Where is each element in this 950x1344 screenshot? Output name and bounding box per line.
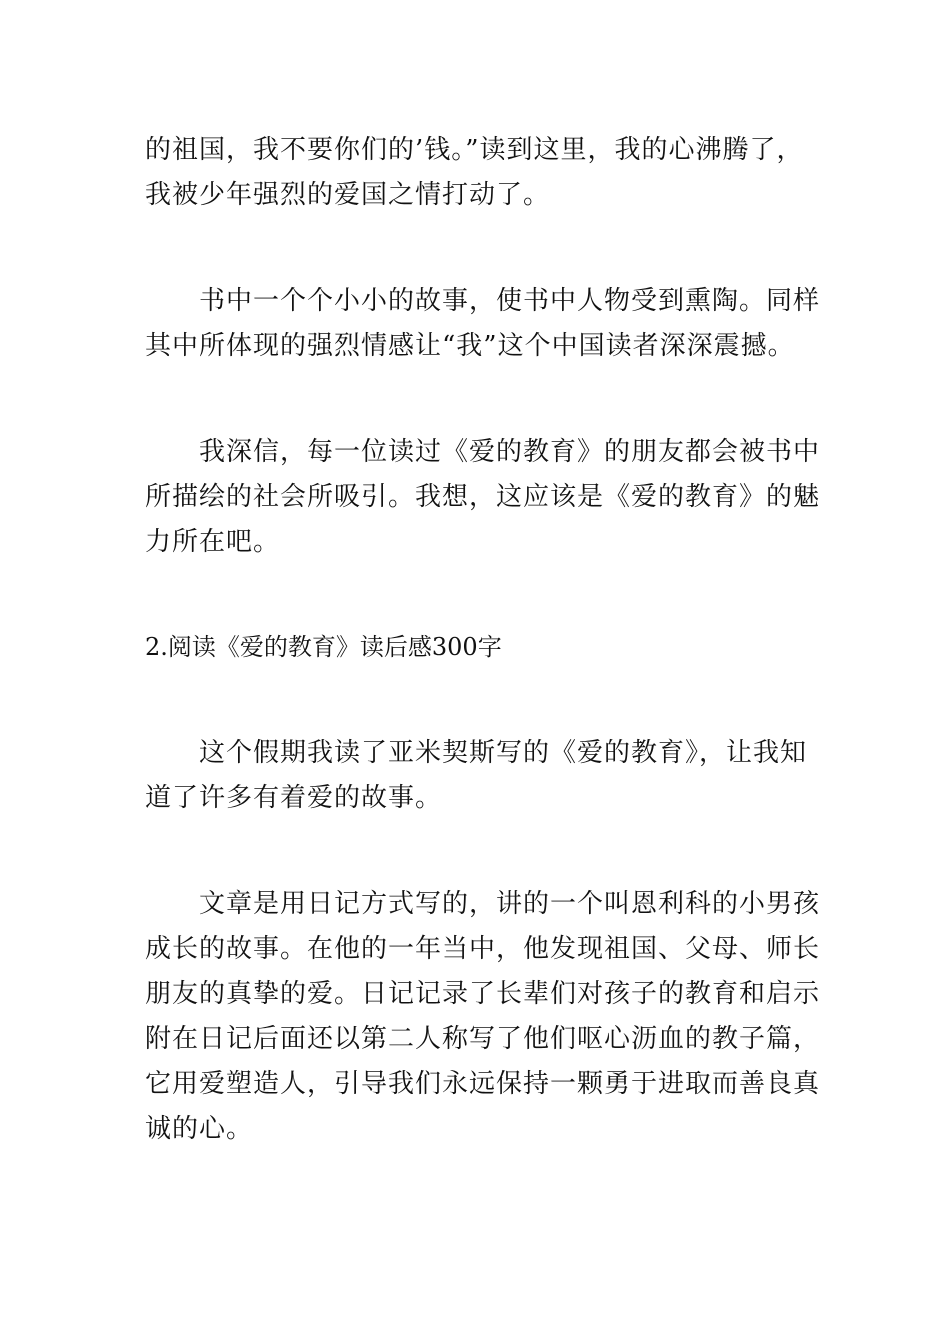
paragraph-line: 诚的心。 <box>145 1114 254 1144</box>
paragraph-5 <box>145 882 821 1152</box>
paragraph-line: 所描绘的社会所吸引。我想，这应该是《爱的教育》的魅 <box>145 482 821 512</box>
paragraph-line: 我深信，每一位读过《爱的教育》的朋友都会被书中 <box>199 437 821 467</box>
paragraph-spacer <box>145 565 810 625</box>
paragraph-spacer <box>145 218 810 279</box>
paragraph-line: 附在日记后面还以第二人称写了他们呕心沥血的教子篇， <box>145 1024 821 1054</box>
paragraph-line: 的祖国，我不要你们的’钱。”读到这里，我的心沸腾了， <box>145 135 804 165</box>
paragraph-spacer <box>145 821 810 882</box>
paragraph-line: 它用爱塑造人，引导我们永远保持一颗勇于进取而善良真 <box>145 1069 821 1099</box>
paragraph-line: 文章是用日记方式写的，讲的一个叫恩利科的小男孩 <box>199 889 821 919</box>
paragraph-line: 成长的故事。在他的一年当中，他发现祖国、父母、师长 <box>145 934 821 964</box>
paragraph-spacer <box>145 670 810 731</box>
paragraph-line: 其中所体现的强烈情感让“我”这个中国读者深深震撼。 <box>145 331 795 361</box>
paragraph-line: 书中一个个小小的故事，使书中人物受到熏陶。同样 <box>199 286 821 316</box>
paragraph-2 <box>145 279 821 369</box>
paragraph-4 <box>145 731 810 821</box>
paragraph-spacer <box>145 369 810 430</box>
paragraph-line: 力所在吧。 <box>145 527 281 557</box>
paragraph-line: 朋友的真挚的爱。日记记录了长辈们对孩子的教育和启示 <box>145 979 821 1009</box>
paragraph-line: 道了许多有着爱的故事。 <box>145 783 443 813</box>
paragraph-1 <box>145 128 810 218</box>
paragraph-line: 我被少年强烈的爱国之情打动了。 <box>145 180 551 210</box>
paragraph-3 <box>145 430 821 565</box>
paragraph-line: 这个假期我读了亚米契斯写的《爱的教育》，让我知 <box>199 738 808 768</box>
section-heading: 2.阅读《爱的教育》读后感300字 <box>145 633 502 661</box>
document-page <box>145 128 821 1152</box>
